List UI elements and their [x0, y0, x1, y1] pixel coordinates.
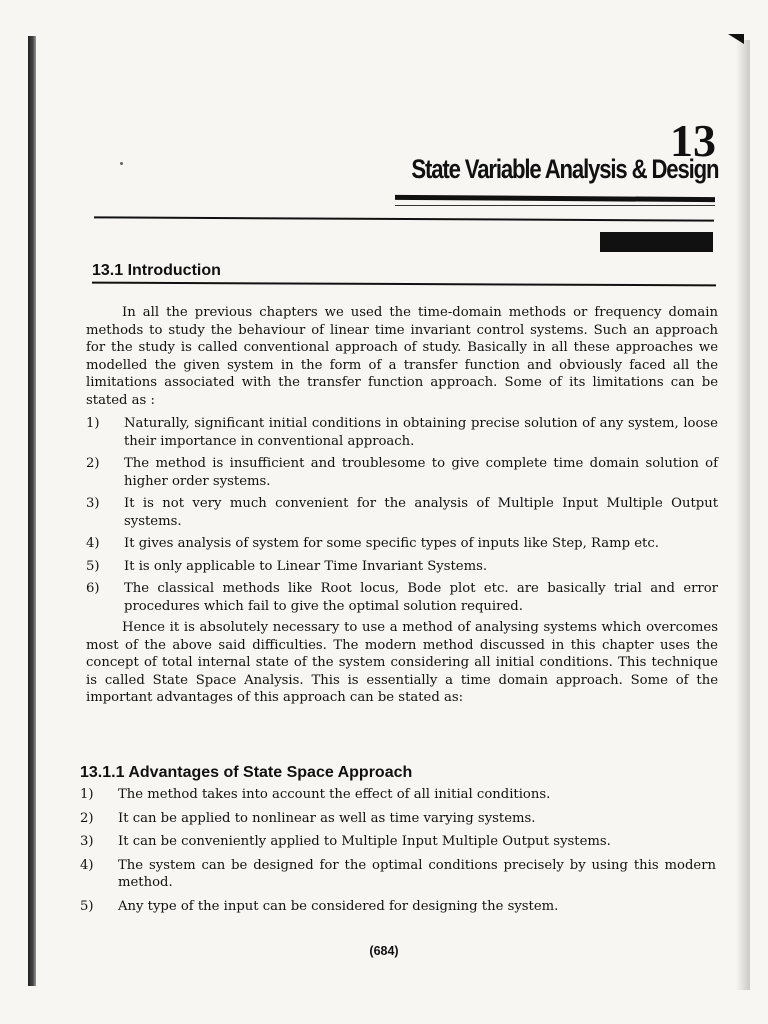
chapter-divider-block — [600, 232, 713, 252]
list-item-text: The system can be designed for the optimal conditions precisely by using this modern method. — [118, 857, 716, 890]
list-item-text: The classical methods like Root locus, Bode plot etc. are basically trial and error procedures which fail to give the optimal solution required. — [124, 581, 718, 614]
list-item-text: Any type of the input can be considered for designing the system. — [118, 898, 559, 914]
intro-paragraph: In all the previous chapters we used the time-domain methods or frequency domain methods to study the behaviour of linear time invariant control systems. Such an approach for the study is called conventional approach of study. Basically in all these approaches we modelled the given system in the form of a transfer function and obviously faced all the limitations associated with the transfer function approach. Some of its limitations can be stated as : — [86, 305, 718, 408]
binding-edge — [28, 36, 36, 986]
page-number: (684) — [369, 944, 399, 958]
list-item-number: 2) — [80, 810, 94, 826]
list-item — [86, 455, 718, 490]
hence-paragraph: Hence it is absolutely necessary to use a method of analysing systems which overcomes most of the above said difficulties. The modern method discussed in this chapter uses the concept of total internal state of the system considering all initial conditions. This technique is called State Space Analysis. This is essentially a time domain approach. Some of the important advantages of this approach can be stated as: — [86, 620, 718, 705]
list-item-number: 5) — [86, 558, 100, 574]
list-item-number: 1) — [80, 787, 94, 802]
intro-block — [86, 304, 718, 707]
list-item — [86, 495, 718, 530]
limitations-list — [86, 415, 718, 615]
list-item — [86, 535, 718, 553]
subsection-heading: 13.1.1 Advantages of State Space Approach — [80, 764, 413, 781]
title-rule-thin — [395, 205, 715, 206]
list-item-number: 2) — [86, 456, 100, 471]
chapter-divider-rule — [94, 216, 714, 221]
list-item — [80, 810, 716, 828]
list-item-text: It can be applied to nonlinear as well as time varying systems. — [118, 810, 536, 826]
list-item-text: It can be conveniently applied to Multiple Input Multiple Output systems. — [118, 834, 611, 849]
list-item-number: 4) — [80, 857, 94, 873]
list-item-text: The method is insufficient and troublesome to give complete time domain solution of higher order systems. — [124, 456, 718, 489]
list-item — [86, 558, 718, 576]
list-item — [86, 415, 718, 450]
list-item-text: It is only applicable to Linear Time Invariant Systems. — [124, 558, 488, 574]
list-item — [80, 833, 716, 851]
page-edge-shadow — [736, 40, 750, 990]
section-heading: 13.1 Introduction — [92, 262, 221, 279]
list-item-text: The method takes into account the effect of all initial conditions. — [118, 787, 551, 802]
list-item — [80, 786, 716, 804]
speck — [120, 162, 123, 165]
list-item-text: It gives analysis of system for some specific types of inputs like Step, Ramp etc. — [124, 536, 659, 551]
list-item — [80, 898, 716, 916]
list-item-number: 3) — [80, 834, 94, 849]
advantages-list — [80, 786, 716, 915]
list-item-number: 1) — [86, 416, 100, 431]
title-rule-thick — [395, 195, 715, 202]
chapter-number: 13 — [670, 115, 716, 166]
list-item-text: It is not very much convenient for the analysis of Multiple Input Multiple Output systems. — [124, 496, 718, 529]
list-item-number: 3) — [86, 496, 100, 511]
list-item — [86, 580, 718, 615]
chapter-title: State Variable Analysis & Design — [411, 154, 718, 184]
section-rule — [92, 282, 716, 287]
advantages-block — [80, 786, 716, 915]
list-item-number: 6) — [86, 581, 100, 596]
list-item-text: Naturally, significant initial conditions in obtaining precise solution of any system, loose their importance in conventional approach. — [124, 416, 718, 449]
list-item-number: 4) — [86, 536, 100, 551]
list-item — [80, 857, 716, 892]
list-item-number: 5) — [80, 898, 94, 914]
corner-mark — [728, 34, 744, 44]
